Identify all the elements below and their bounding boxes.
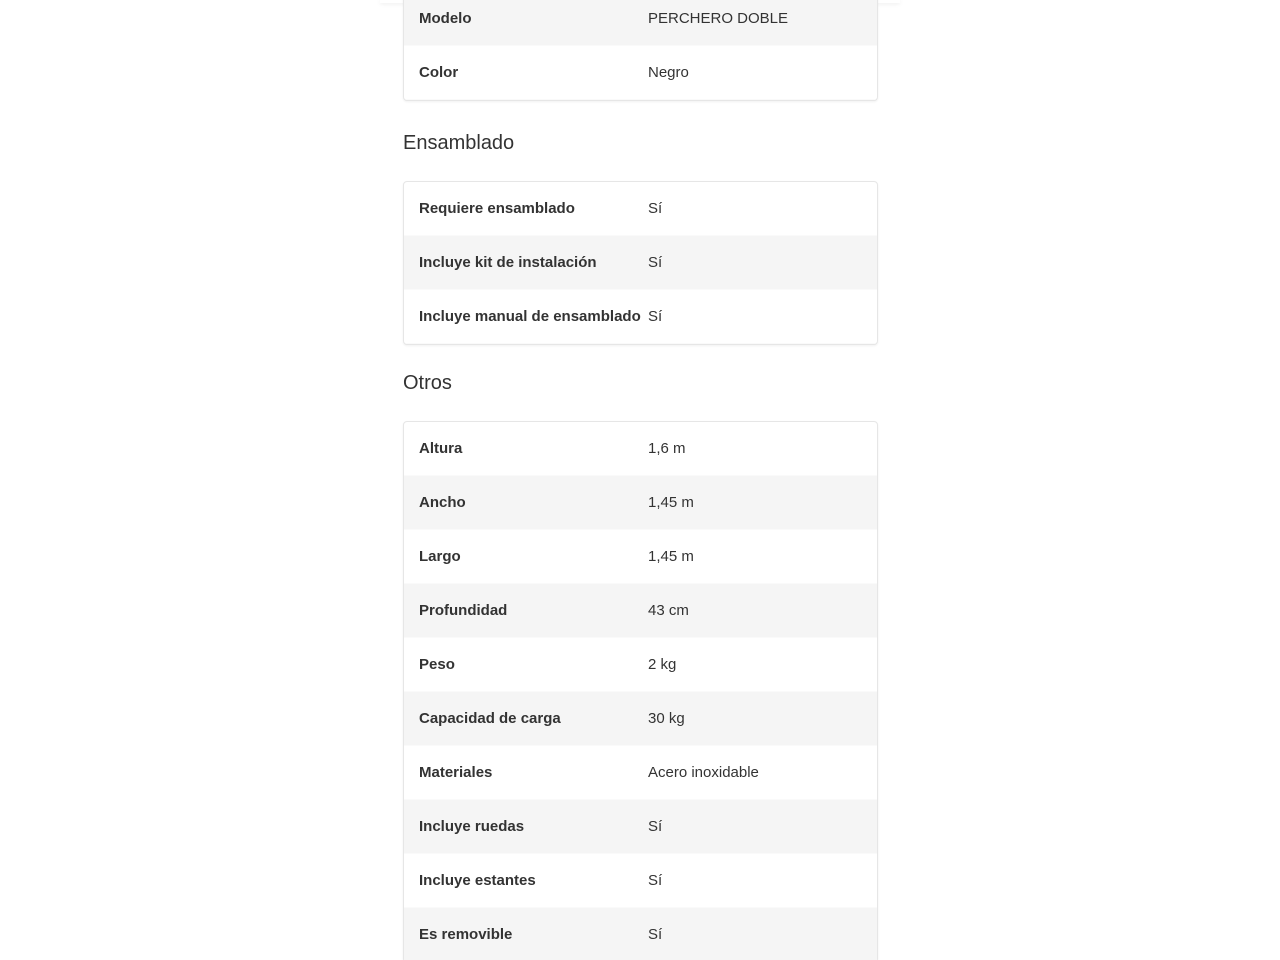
spec-value: Sí	[648, 254, 663, 271]
spec-label: Incluye manual de ensamblado	[419, 308, 641, 325]
specs-table-ensamblado	[403, 181, 878, 345]
spec-value: 1,45 m	[648, 494, 694, 511]
spec-value: Sí	[648, 308, 663, 325]
spec-label: Incluye kit de instalación	[419, 254, 597, 271]
specs-table-general	[403, 0, 878, 101]
table-row	[404, 854, 877, 908]
spec-value: Acero inoxidable	[648, 764, 759, 781]
spec-label: Color	[419, 64, 459, 81]
section-title-ensamblado: Ensamblado	[403, 132, 515, 154]
spec-value: Sí	[648, 200, 663, 217]
spec-label: Es removible	[419, 926, 513, 943]
table-row	[404, 638, 877, 692]
spec-label: Altura	[419, 440, 463, 457]
section-title-otros: Otros	[403, 372, 452, 394]
spec-label: Largo	[419, 548, 461, 565]
spec-label: Incluye ruedas	[419, 818, 525, 835]
table-row	[404, 800, 877, 854]
table-row	[404, 908, 877, 960]
specs-table-otros	[403, 421, 878, 960]
spec-label: Ancho	[419, 494, 466, 511]
table-row	[404, 182, 877, 236]
table-row	[404, 476, 877, 530]
spec-label: Incluye estantes	[419, 872, 536, 889]
spec-value: 1,45 m	[648, 548, 694, 565]
table-row	[404, 584, 877, 638]
spec-label: Peso	[419, 656, 455, 673]
spec-label: Capacidad de carga	[419, 710, 561, 727]
spec-value: 30 kg	[648, 710, 685, 727]
table-row	[404, 530, 877, 584]
table-row	[404, 692, 877, 746]
spec-value: Sí	[648, 872, 663, 889]
spec-value: 43 cm	[648, 602, 689, 619]
table-row	[404, 46, 877, 100]
spec-value: Negro	[648, 64, 689, 81]
spec-label: Requiere ensamblado	[419, 200, 575, 217]
spec-value: Sí	[648, 926, 663, 943]
table-row	[404, 422, 877, 476]
table-row	[404, 0, 877, 46]
table-row	[404, 236, 877, 290]
spec-value: Sí	[648, 818, 663, 835]
table-row	[404, 290, 877, 344]
spec-value: PERCHERO DOBLE	[648, 10, 789, 27]
spec-label: Modelo	[419, 10, 472, 27]
table-row	[404, 746, 877, 800]
spec-label: Profundidad	[419, 602, 508, 619]
spec-value: 2 kg	[648, 656, 677, 673]
spec-label: Materiales	[419, 764, 493, 781]
spec-value: 1,6 m	[648, 440, 686, 457]
